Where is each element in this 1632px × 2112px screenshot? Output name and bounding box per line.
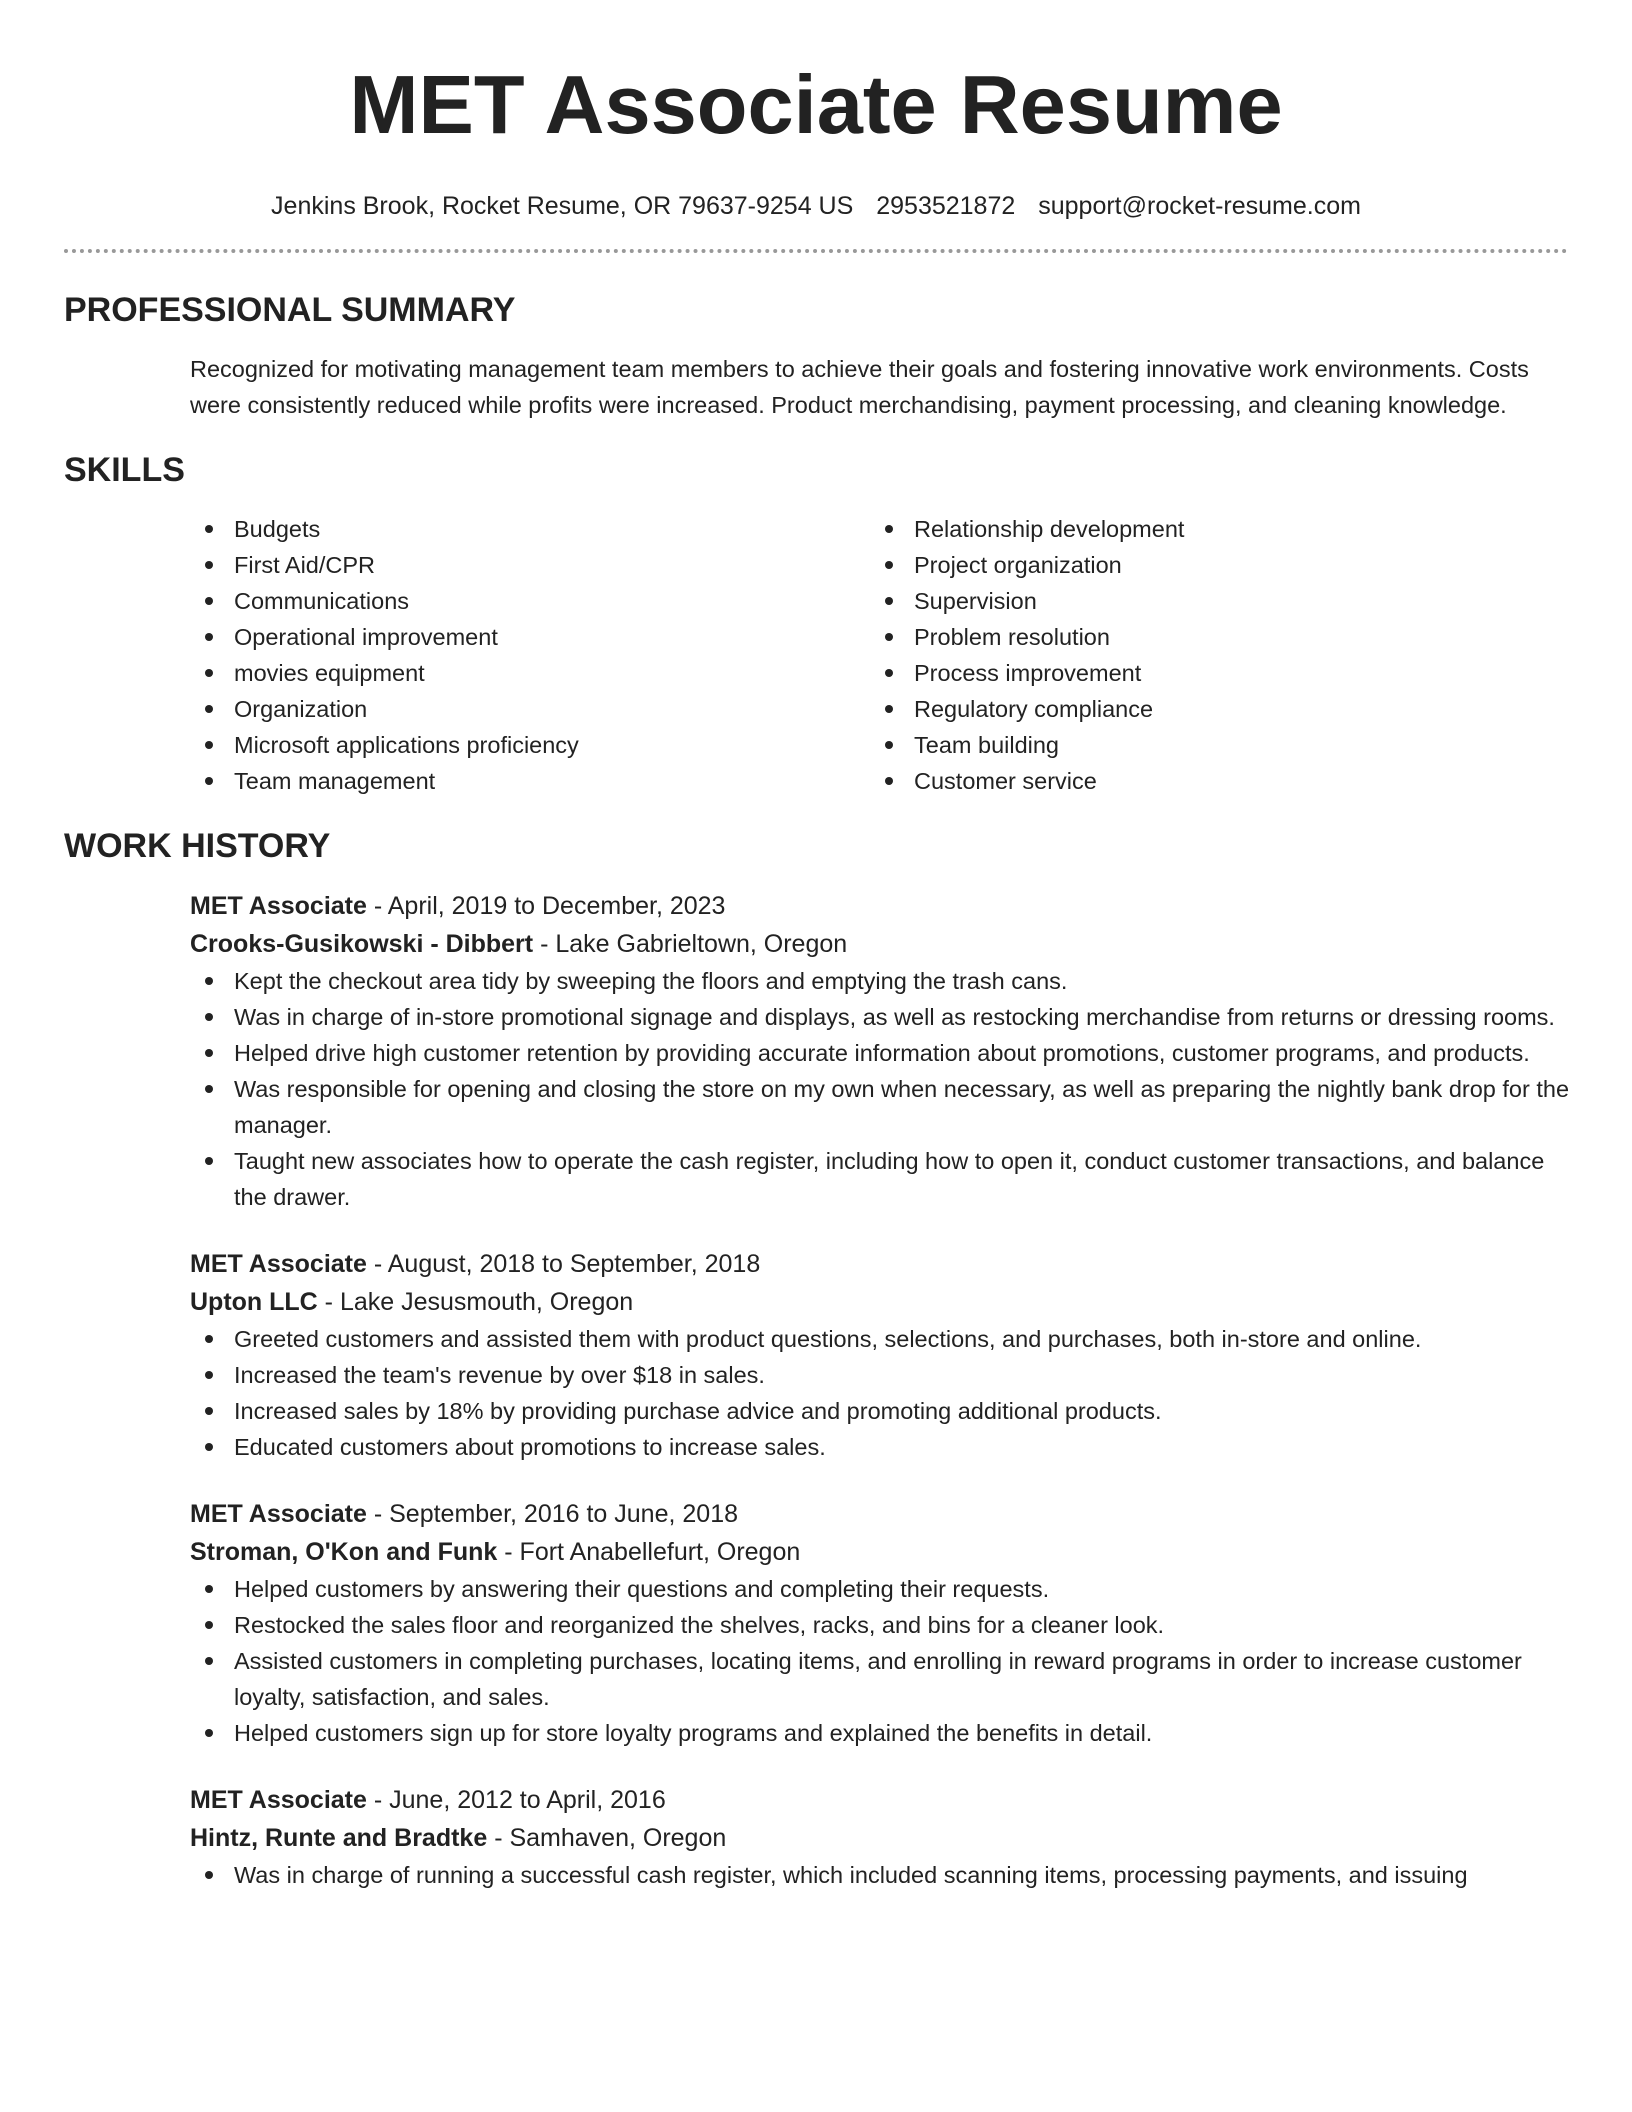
skill-item: Budgets xyxy=(190,511,870,547)
work-history-list xyxy=(0,887,1632,1893)
summary-section xyxy=(0,289,1632,423)
job-title: MET Associate xyxy=(190,1786,367,1814)
skills-heading: SKILLS xyxy=(64,451,185,489)
skill-item: Relationship development xyxy=(870,511,1550,547)
job-duties-list xyxy=(190,1571,1570,1751)
job-title-line xyxy=(190,1781,1570,1819)
skill-item: Team building xyxy=(870,727,1550,763)
skill-item: Organization xyxy=(190,691,870,727)
job-entry xyxy=(190,1245,1570,1465)
job-duty-item: Helped drive high customer retention by providing accurate information about promotions, customer programs, and products. xyxy=(190,1035,1570,1071)
job-duties-list xyxy=(190,1857,1570,1893)
skill-item: Project organization xyxy=(870,547,1550,583)
job-duty-item: Was responsible for opening and closing the store on my own when necessary, as well as preparing the nightly bank drop for the manager. xyxy=(190,1071,1570,1143)
summary-text: Recognized for motivating management team members to achieve their goals and fostering innovative work environments. Costs were consistently reduced while profits were increased. Product merchandising, payment processing, and cleaning knowledge. xyxy=(190,356,1529,418)
job-duty-item: Restocked the sales floor and reorganized the shelves, racks, and bins for a cleaner look. xyxy=(190,1607,1570,1643)
job-location: - Lake Gabrieltown, Oregon xyxy=(533,930,848,958)
job-location: - Fort Anabellefurt, Oregon xyxy=(497,1538,801,1566)
job-title: MET Associate xyxy=(190,1250,367,1278)
skill-item: Supervision xyxy=(870,583,1550,619)
skills-list-left xyxy=(190,511,870,799)
summary-heading: PROFESSIONAL SUMMARY xyxy=(64,291,516,329)
job-entry xyxy=(190,1495,1570,1751)
job-duty-item: Assisted customers in completing purchases, locating items, and enrolling in reward programs in order to increase customer loyalty, satisfaction, and sales. xyxy=(190,1643,1570,1715)
job-duty-item: Kept the checkout area tidy by sweeping the floors and emptying the trash cans. xyxy=(190,963,1570,999)
work-heading: WORK HISTORY xyxy=(64,827,331,865)
skill-item: Problem resolution xyxy=(870,619,1550,655)
job-duty-item: Increased the team's revenue by over $18 in sales. xyxy=(190,1357,1570,1393)
skills-list-right xyxy=(870,511,1550,799)
job-duty-item: Greeted customers and assisted them with product questions, selections, and purchases, both in-store and online. xyxy=(190,1321,1570,1357)
job-dates: - August, 2018 to September, 2018 xyxy=(366,1250,761,1278)
work-section xyxy=(0,825,1632,1893)
skill-item: Process improvement xyxy=(870,655,1550,691)
job-company-line xyxy=(190,1283,1570,1321)
job-dates: - June, 2012 to April, 2016 xyxy=(366,1786,666,1814)
skills-column-right xyxy=(870,511,1550,799)
contact-email: support@rocket-resume.com xyxy=(1038,192,1361,220)
skill-item: movies equipment xyxy=(190,655,870,691)
job-company: Stroman, O'Kon and Funk xyxy=(190,1538,498,1566)
job-duty-item: Educated customers about promotions to increase sales. xyxy=(190,1429,1570,1465)
job-company-line xyxy=(190,925,1570,963)
skill-item: Communications xyxy=(190,583,870,619)
job-company: Crooks-Gusikowski - Dibbert xyxy=(190,930,534,958)
job-company: Hintz, Runte and Bradtke xyxy=(190,1824,488,1852)
contact-address: Jenkins Brook, Rocket Resume, OR 79637-9254 US xyxy=(271,192,854,220)
job-duty-item: Was in charge of in-store promotional signage and displays, as well as restocking merchandise from returns or dressing rooms. xyxy=(190,999,1570,1035)
job-duty-item: Helped customers by answering their questions and completing their requests. xyxy=(190,1571,1570,1607)
skill-item: Team management xyxy=(190,763,870,799)
job-duty-item: Taught new associates how to operate the cash register, including how to open it, conduct customer transactions, and balance the drawer. xyxy=(190,1143,1570,1215)
skills-column-left xyxy=(190,511,870,799)
contact-phone: 2953521872 xyxy=(876,192,1016,220)
job-entry xyxy=(190,1781,1570,1893)
job-entry xyxy=(190,887,1570,1215)
job-dates: - April, 2019 to December, 2023 xyxy=(366,892,726,920)
job-title: MET Associate xyxy=(190,892,367,920)
job-title-line xyxy=(190,1245,1570,1283)
resume-title: MET Associate Resume xyxy=(349,58,1283,151)
job-dates: - September, 2016 to June, 2018 xyxy=(366,1500,738,1528)
job-duty-item: Helped customers sign up for store loyalty programs and explained the benefits in detail. xyxy=(190,1715,1570,1751)
job-title-line xyxy=(190,887,1570,925)
job-location: - Samhaven, Oregon xyxy=(487,1824,727,1852)
job-duties-list xyxy=(190,1321,1570,1465)
skills-grid xyxy=(190,511,1632,799)
skill-item: Regulatory compliance xyxy=(870,691,1550,727)
contact-line xyxy=(0,191,1632,221)
job-duties-list xyxy=(190,963,1570,1215)
job-duty-item: Increased sales by 18% by providing purchase advice and promoting additional products. xyxy=(190,1393,1570,1429)
job-company: Upton LLC xyxy=(190,1288,318,1316)
job-location: - Lake Jesusmouth, Oregon xyxy=(317,1288,634,1316)
job-company-line xyxy=(190,1819,1570,1857)
job-duty-item: Was in charge of running a successful cash register, which included scanning items, processing payments, and issuing xyxy=(190,1857,1570,1893)
header-divider xyxy=(64,249,1568,253)
job-title-line xyxy=(190,1495,1570,1533)
job-title: MET Associate xyxy=(190,1500,367,1528)
skill-item: First Aid/CPR xyxy=(190,547,870,583)
job-company-line xyxy=(190,1533,1570,1571)
skills-section xyxy=(0,449,1632,799)
skill-item: Microsoft applications proficiency xyxy=(190,727,870,763)
skill-item: Operational improvement xyxy=(190,619,870,655)
skill-item: Customer service xyxy=(870,763,1550,799)
